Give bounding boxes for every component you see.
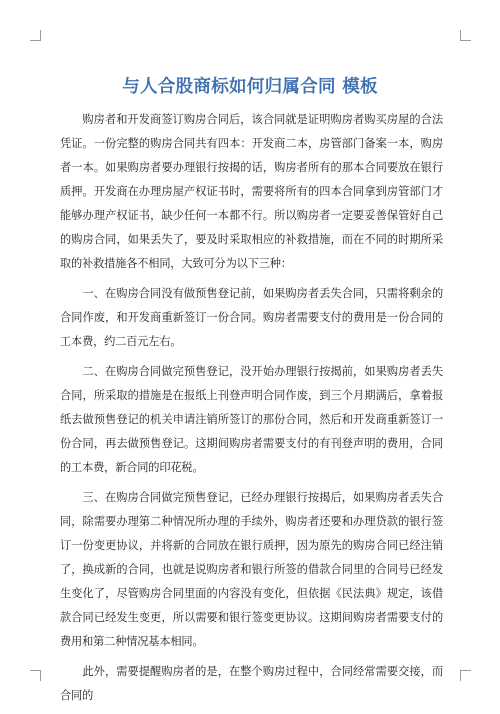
crop-mark-top-left: [30, 30, 41, 41]
crop-mark-bottom-left: [30, 670, 41, 681]
crop-mark-top-right: [460, 30, 471, 41]
crop-mark-bottom-right: [460, 670, 471, 681]
paragraph-case-3: 三、在购房合同做完预售登记，已经办理银行按揭后，如果购房者丢失合同，除需要办理第二种情况所办理的手续外，购房者还要和办理贷款的银行签订一份变更协议，并将新的合同放在银行质押，因为原先的购房合同已经注销了，换成新的合同，也就是说购房者和银行所签的借款合同里的合同号已经发生变化了，尽管购房合同里面的内容没有变化，但依据《民法典》规定，该借款合同已经发生变更，所以需要和银行签变更协议。这期间购房者需要支付的费用和第二种情况基本相同。: [60, 491, 443, 648]
document-body: [60, 108, 443, 714]
paragraph-note: 此外，需要提醒购房者的是，在整个购房过程中，合同经常需要交接，而合同的: [60, 665, 443, 702]
document-title: 与人合股商标如何归属合同 模板: [122, 76, 378, 97]
paragraph-case-2: 二、在购房合同做完预售登记，没开始办理银行按揭前，如果购房者丢失合同，所采取的措施是在报纸上刊登声明合同作废，到三个月期满后，拿着报纸去做预售登记的机关申请注销所签订的那份合同，然后和开发商重新签订一份合同，再去做预售登记。这期间购房者需要支付的有刊登声明的费用，合同的工本费，新合同的印花税。: [60, 365, 443, 474]
paragraph-case-1: 一、在购房合同没有做预售登记前，如果购房者丢失合同，只需将剩余的合同作废，和开发商重新签订一份合同。购房者需要支付的费用是一份合同的工本费，约二百元左右。: [60, 287, 443, 348]
paragraph-intro: 购房者和开发商签订购房合同后，该合同就是证明购房者购买房屋的合法凭证。一份完整的购房合同共有四本：开发商二本，房管部门备案一本，购房者一本。如果购房者要办理银行按揭的话，购房者所有的那本合同要放在银行质押。开发商在办理房屋产权证书时，需要将所有的四本合同拿到房管部门才能够办理产权证书，缺少任何一本都不行。所以购房者一定要妥善保管好自己的购房合同，如果丢失了，要及时采取相应的补救措施，而在不同的时期所采取的补救措施各不相同，大致可分为以下三种：: [60, 113, 443, 270]
